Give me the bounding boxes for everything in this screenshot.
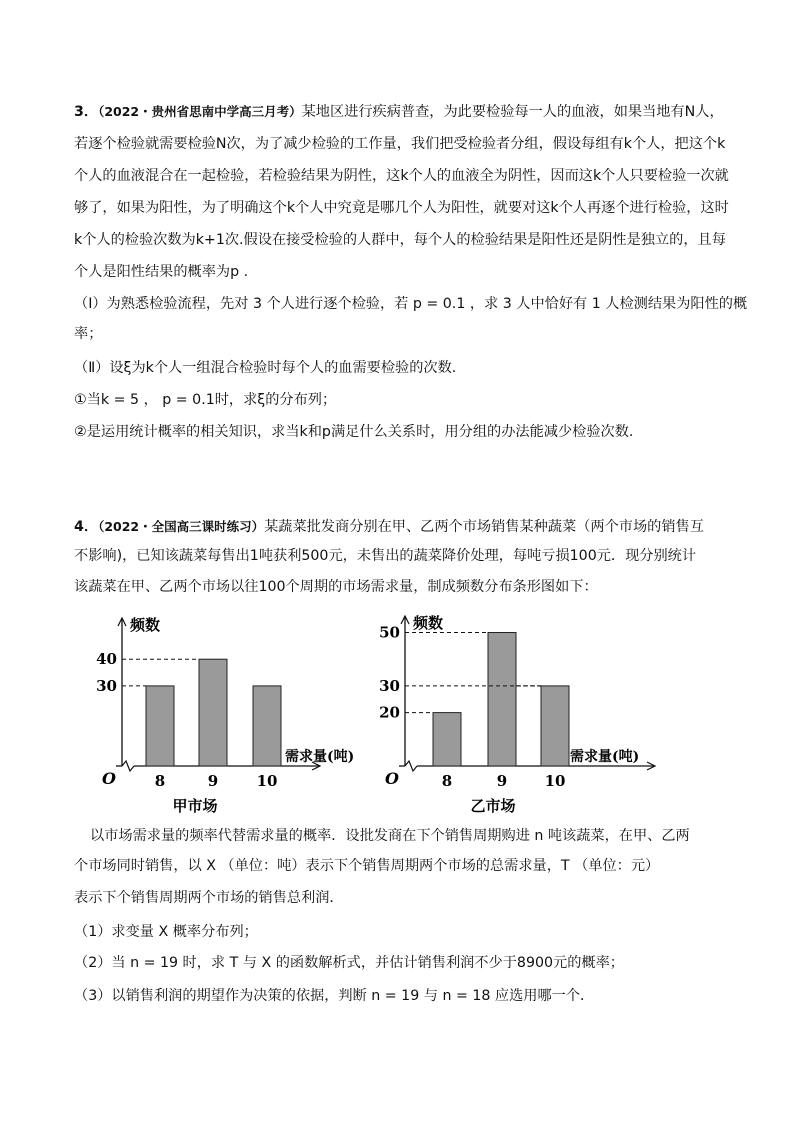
- q3-number: 3．: [74, 104, 99, 120]
- q4-text-2: 不影响)，已知该蔬菜每售出1吨获利500元，未售出的蔬菜降价处理，每吨亏损100元．现分别统计: [74, 548, 697, 564]
- q4-after-2: 个市场同时销售，以 X （单位：吨）表示下个销售周期两个市场的总需求量，T （单位：元）: [74, 858, 660, 874]
- bar-chart-jia: [96, 608, 355, 823]
- bar-8: [433, 713, 461, 766]
- x-tick-label: 8: [441, 772, 453, 790]
- q4-item-1: （1）求变量 X 概率分布列；: [74, 924, 258, 940]
- chart-title: 乙市场: [470, 797, 516, 815]
- y-tick-label: 30: [379, 676, 400, 695]
- q3-line-1: [74, 102, 724, 122]
- bar-9: [199, 659, 227, 766]
- q3-sub1: ①当k = 5 ， p = 0.1时，求ξ的分布列；: [74, 392, 337, 408]
- bar-9: [488, 633, 516, 767]
- q4-after-3: 表示下个销售周期两个市场的销售总利润．: [74, 890, 344, 906]
- bar-10: [541, 686, 569, 766]
- y-tick-label: 50: [379, 623, 400, 642]
- q4-text-1: 某蔬菜批发商分别在甲、乙两个市场销售某种蔬菜（两个市场的销售互: [264, 519, 704, 535]
- origin-label: O: [385, 769, 399, 788]
- bar-10: [253, 686, 281, 766]
- q4-after-1: 以市场需求量的频率代替需求量的概率．设批发商在下个销售周期购进 n 吨该蔬菜，在甲、乙两: [90, 828, 690, 844]
- y-tick-label: 30: [96, 676, 117, 695]
- q4-source: （2022・全国高三课时练习）: [98, 519, 265, 534]
- y-axis-label: 频数: [130, 616, 161, 634]
- y-axis-label: 频数: [413, 614, 444, 632]
- x-tick-label: 9: [207, 772, 219, 790]
- q4-item-2: （2）当 n = 19 时，求 T 与 X 的函数解析式，并估计销售利润不少于8900元的概率；: [74, 955, 624, 971]
- q4-text-3: 该蔬菜在甲、乙两个市场以往100个周期的市场需求量，制成频数分布条形图如下：: [74, 579, 598, 595]
- x-tick-label: 8: [154, 772, 166, 790]
- q3-part1-line-1: （Ⅰ）为熟悉检验流程，先对 3 个人进行逐个检验，若 p = 0.1 ，求 3 人中恰好有 1 人检测结果为阳性的概: [74, 296, 748, 312]
- y-tick-label: 20: [379, 703, 400, 722]
- y-tick-label: 40: [96, 650, 117, 669]
- bar-8: [146, 686, 174, 766]
- x-tick-label: 10: [256, 772, 278, 790]
- q3-text-4: 够了，如果为阳性，为了明确这个k个人中究竟是哪几个人为阳性，就要对这k个人再逐个进行检验，这时: [74, 200, 729, 216]
- q3-part1-line-2: 率；: [74, 326, 103, 342]
- q3-part2: （Ⅱ）设ξ为k个人一组混合检验时每个人的血需要检验的次数.: [74, 360, 457, 376]
- q3-source: （2022・贵州省思南中学高三月考）: [98, 104, 302, 119]
- x-axis-label: 需求量(吨): [285, 749, 355, 765]
- q3-text-6: 个人是阳性结果的概率为p .: [74, 264, 249, 280]
- origin-label: O: [102, 769, 116, 788]
- q3-text-3: 个人的血液混合在一起检验，若检验结果为阴性，这k个人的血液全为阴性，因而这k个人只要检验一次就: [74, 168, 729, 184]
- q4-line-1: [74, 517, 704, 537]
- x-axis-break: [405, 761, 417, 771]
- bar-chart-yi: [375, 608, 675, 823]
- x-axis-label: 需求量(吨): [570, 749, 640, 765]
- chart-title: 甲市场: [172, 797, 218, 815]
- q3-text-2: 若逐个检验就需要检验N次，为了减少检验的工作量，我们把受检验者分组，假设每组有k个人，把这个k: [74, 136, 726, 152]
- x-axis-break: [122, 761, 134, 771]
- q3-text-1: 某地区进行疾病普查，为此要检验每一人的血液，如果当地有N人，: [301, 104, 724, 120]
- x-tick-label: 9: [496, 772, 508, 790]
- q4-item-3: （3）以销售利润的期望作为决策的依据，判断 n = 19 与 n = 18 应选用哪一个．: [74, 988, 595, 1004]
- q4-number: 4．: [74, 519, 99, 535]
- q3-text-5: k个人的检验次数为k+1次.假设在接受检验的人群中，每个人的检验结果是阳性还是阴性是独立的，且每: [74, 232, 726, 248]
- x-tick-label: 10: [544, 772, 566, 790]
- q3-sub2: ②是运用统计概率的相关知识，求当k和p满足什么关系时，用分组的办法能减少检验次数.: [74, 424, 634, 440]
